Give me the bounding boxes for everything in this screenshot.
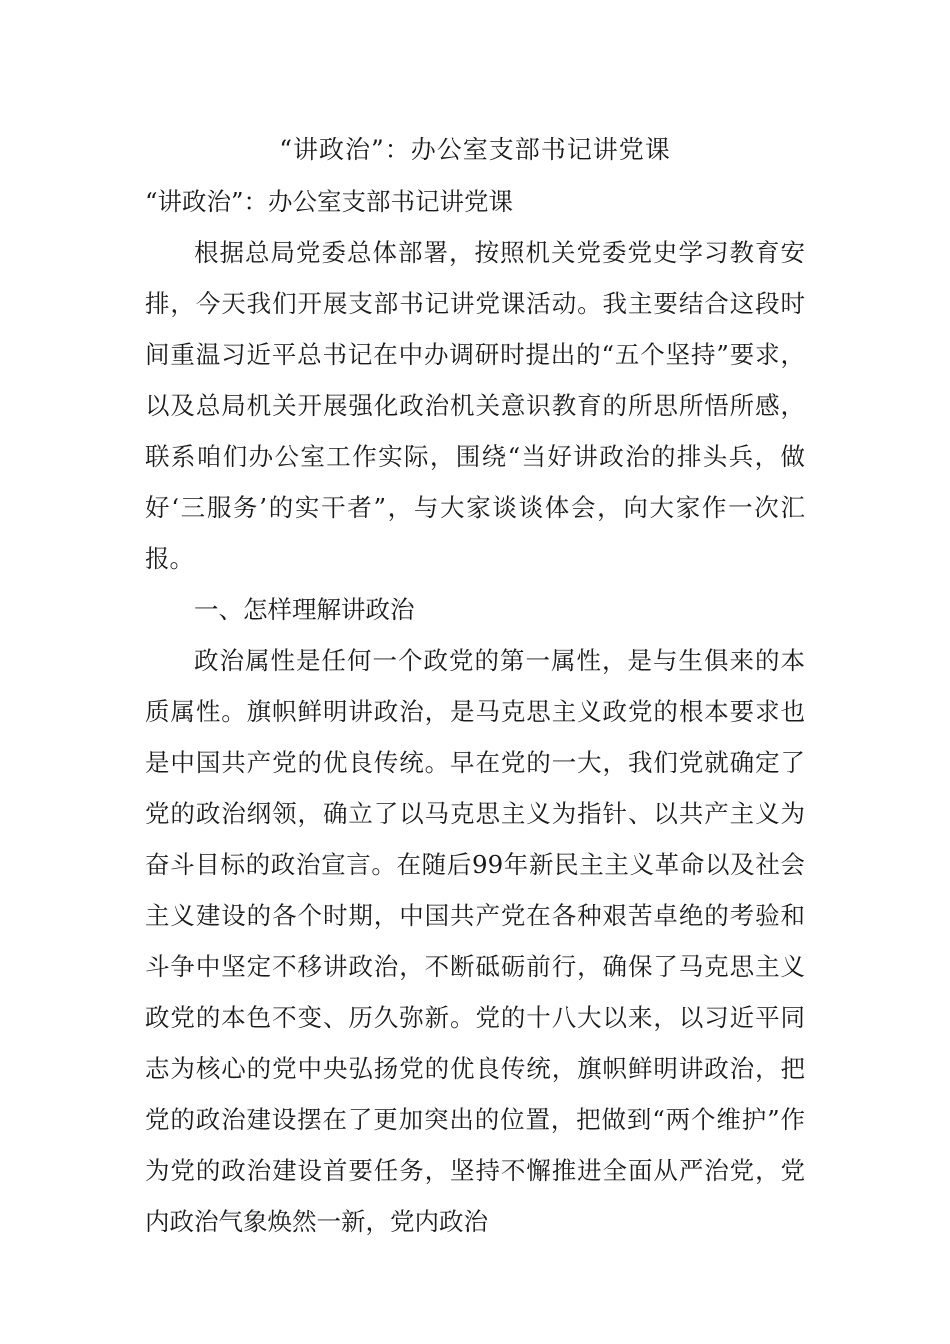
document-subtitle: “讲政治”：办公室支部书记讲党课 (145, 187, 514, 216)
section-heading: 一、怎样理解讲政治 (194, 595, 415, 624)
document-body (145, 176, 805, 1247)
document-title: “讲政治”：办公室支部书记讲党课 (279, 135, 671, 164)
body-paragraph: 政治属性是任何一个政党的第一属性，是与生俱来的本质属性。旗帜鲜明讲政治，是马克思主义政党的根本要求也是中国共产党的优良传统。早在党的一大，我们党就确定了党的政治纲领，确立了以马克思主义为指针、以共产主义为奋斗目标的政治宣言。在随后99年新民主主义革命以及社会主义建设的各个时期，中国共产党在各种艰苦卓绝的考验和斗争中坚定不移讲政治，不断砥砺前行，确保了马克思主义政党的本色不变、历久弥新。党的十八大以来，以习近平同志为核心的党中央弘扬党的优良传统，旗帜鲜明讲政治，把党的政治建设摆在了更加突出的位置，把做到“两个维护”作为党的政治建设首要任务，坚持不懈推进全面从严治党，党内政治气象焕然一新，党内政治 (145, 646, 805, 1236)
body-paragraph: 根据总局党委总体部署，按照机关党委党史学习教育安排，今天我们开展支部书记讲党课活动。我主要结合这段时间重温习近平总书记在中办调研时提出的“五个坚持”要求，以及总局机关开展强化政治机关意识教育的所思所悟所感，联系咱们办公室工作实际，围绕“当好讲政治的排头兵，做好‘三服务’的实干者”，与大家谈谈体会，向大家作一次汇报。 (145, 238, 805, 573)
